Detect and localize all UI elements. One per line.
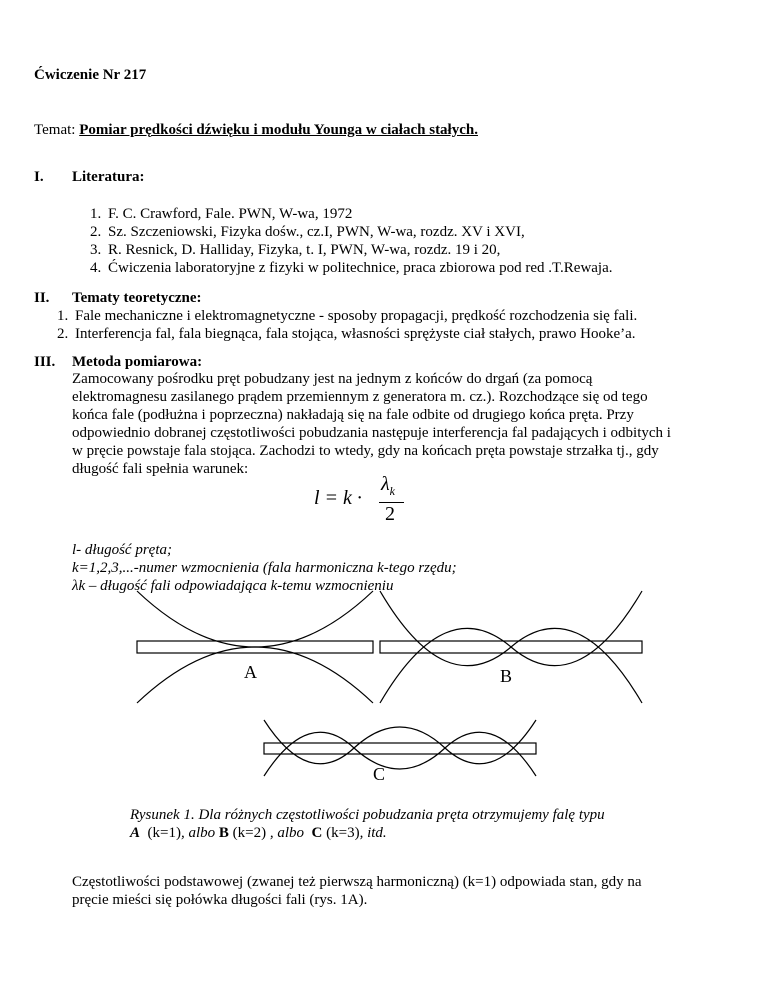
theory-item: 2. Interferencja fal, fala biegnąca, fala stojąca, własności sprężyste ciał stałych, prawo Hooke’a. (57, 326, 636, 342)
figure-label-b: B (500, 666, 513, 686)
method-line: w pręcie powstaje fala stojąca. Zachodzi to wtedy, gdy na końcach pręta powstaje strzałka tj., gdy (72, 443, 659, 459)
definition-line: l- długość pręta; (72, 542, 172, 558)
literature-item: 2. Sz. Szczeniowski, Fizyka dośw., cz.I, PWN, W-wa, rozdz. XV i XVI, (90, 224, 525, 240)
section1-number: I. (34, 169, 44, 185)
topic-value: Pomiar prędkości dźwięku i modułu Younga w ciałach stałych. (79, 122, 478, 138)
closing-line: pręcie mieści się połówka długości fali (rys. 1A). (72, 892, 368, 908)
section2-title: Tematy teoretyczne: (72, 290, 202, 306)
literature-item: 3. R. Resnick, D. Halliday, Fizyka, t. I, PWN, W-wa, rozdz. 19 i 20, (90, 242, 501, 258)
wave-a-upper (137, 591, 373, 647)
formula-numerator: $\lambda_k$ (381, 473, 395, 498)
definition-line: k=1,2,3,...-numer wzmocnienia (fala harmoniczna k-tego rzędu; (72, 560, 457, 576)
rod-c (264, 743, 536, 754)
section2-number: II. (34, 290, 50, 306)
method-line: odpowiednio dobranej częstotliwości pobudzania następuje interferencja fal padających i odbitych i (72, 425, 671, 441)
figure-caption-line2: A (k=1), albo B (k=2) , albo C (k=3), itd. (130, 825, 387, 841)
topic-line (34, 121, 478, 139)
figure-caption: Rysunek 1. Dla różnych częstotliwości pobudzania pręta otrzymujemy falę typu (130, 807, 605, 823)
section1-title: Literatura: (72, 169, 145, 185)
standing-wave-figure (130, 590, 650, 795)
section3-title: Metoda pomiarowa: (72, 354, 203, 370)
literature-item: 4. Ćwiczenia laboratoryjne z fizyki w politechnice, praca zbiorowa pod red .T.Rewaja. (90, 260, 613, 276)
closing-line: Częstotliwości podstawowej (zwanej też pierwszą harmoniczną) (k=1) odpowiada stan, gdy na (72, 874, 642, 890)
wavelength-formula (314, 473, 424, 538)
exercise-title: Ćwiczenie Nr 217 (34, 67, 147, 83)
method-line: końca fale (podłużna i poprzeczna) nakładają się na fale odbite od drugiego końca pręta. Przy (72, 407, 634, 423)
theory-item: 1. Fale mechaniczne i elektromagnetyczne - sposoby propagacji, prędkość rozchodzenia się fali. (57, 308, 638, 324)
literature-item: 1. F. C. Crawford, Fale. PWN, W-wa, 1972 (90, 206, 353, 222)
formula-denominator: 2 (385, 503, 395, 525)
section3-number: III. (34, 354, 56, 370)
figure-label-c: C (373, 764, 386, 784)
method-line: długość fali spełnia warunek: (72, 461, 249, 477)
method-line: Zamocowany pośrodku pręt pobudzany jest na jednym z końców do drgań (za pomocą (72, 371, 593, 387)
formula-lhs: l = k · (314, 487, 362, 509)
definition-line: λk – długość fali odpowiadająca k-temu wzmocnieniu (72, 578, 394, 594)
method-line: elektromagnesu zasilanego prądem przemiennym z generatora m. cz.). Rozchodzące się od tego (72, 389, 648, 405)
wave-c-upper (264, 720, 536, 764)
topic-label: Temat: (34, 122, 76, 138)
figure-label-a: A (244, 662, 257, 682)
